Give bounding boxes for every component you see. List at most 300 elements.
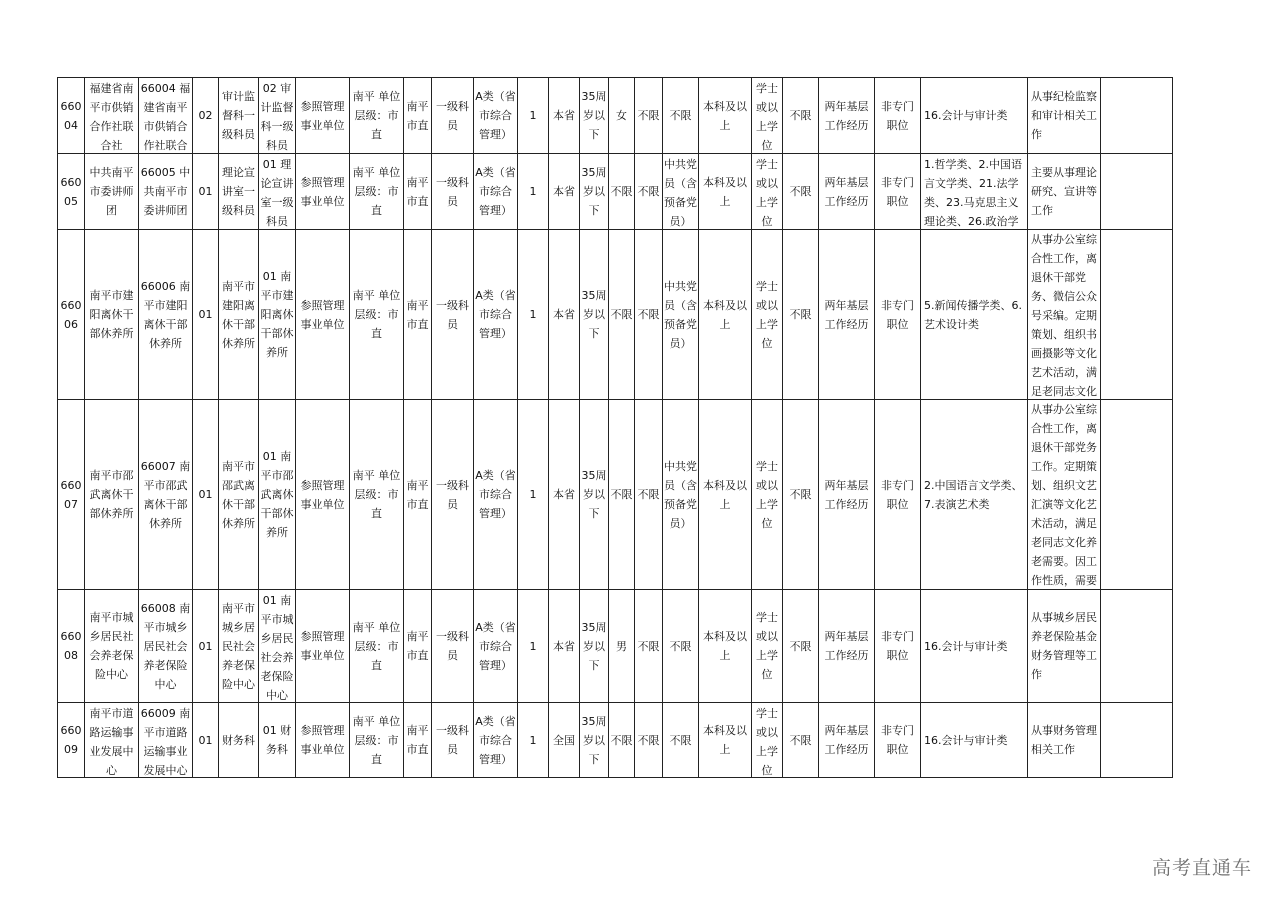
cell-text: 01 理论宣讲室一级科员 [260,157,294,228]
cell-political-status [663,154,699,230]
cell-text: 非专门职位 [881,175,914,208]
cell-department [85,154,139,230]
cell-department [85,590,139,703]
cell-text: 66006 南平市建阳离休干部休养所 [140,279,191,350]
cell-text: 南平 单位层级：市直 [352,90,401,141]
cell-department [85,230,139,400]
cell-text: 5.新闻传播学类、6.艺术设计类 [924,298,1022,331]
cell-text: 本科及以上 [703,99,747,132]
cell-text: 学士或以上学位 [756,81,778,152]
cell-text: 学士或以上学位 [756,611,778,681]
cell-ethnicity [635,78,663,154]
cell-text: 66008 [60,630,82,662]
cell-text: 中共党员（含预备党员） [664,157,697,228]
cell-text: A类（省市综合管理） [475,469,516,520]
cell-text: 不限 [789,109,812,122]
recruitment-table [57,77,1173,778]
cell-text: 本省 [553,308,575,321]
cell-remarks [1101,78,1173,154]
cell-job-description [1028,78,1101,154]
cell-position-type [875,703,921,778]
cell-text: 南平市城乡居民社会养老保险中心 [89,611,134,681]
cell-text: 男 [616,639,627,653]
cell-region-level [350,230,404,400]
cell-text: 66005 [60,175,82,208]
cell-position-number [193,590,219,703]
cell-job-description [1028,400,1101,590]
cell-text: 南平 单位层级：市直 [352,166,401,217]
cell-text: 南平 单位层级：市直 [352,469,401,520]
cell-gender [609,78,635,154]
cell-hire-count [518,154,549,230]
table-row [58,703,1173,778]
cell-region-level [350,400,404,590]
cell-text: 66007 南平市邵武离休干部休养所 [140,459,191,530]
cell-text: 南平市道路运输事业发展中心 [89,706,134,777]
table-row [58,590,1173,703]
cell-text: 学士或以上学位 [756,279,778,350]
cell-major-catalog [921,78,1028,154]
cell-unit-code-name [139,230,193,400]
cell-household-scope [549,400,580,590]
cell-text: 南平市直 [406,630,429,662]
cell-position-code-name [259,154,296,230]
cell-position-type [875,78,921,154]
cell-text: 两年基层工作经历 [824,99,869,132]
cell-text: 南平市直 [406,175,429,208]
cell-job-description [1028,230,1101,400]
cell-gender [609,230,635,400]
cell-major-catalog [921,230,1028,400]
cell-text: 一级科员 [436,99,469,132]
cell-text: 01 [198,308,213,321]
cell-text: A类（省市综合管理） [475,289,516,340]
cell-text: A类（省市综合管理） [475,90,516,141]
cell-department [85,78,139,154]
cell-exam-category [474,154,518,230]
cell-hire-count [518,400,549,590]
cell-position-number [193,703,219,778]
cell-work-experience [819,230,875,400]
cell-job-level [432,400,474,590]
cell-work-experience [819,154,875,230]
cell-text: 中共南平市委讲师团 [89,166,134,217]
cell-text: 南平市建阳离休干部休养所 [222,279,255,350]
cell-household-scope [549,590,580,703]
cell-text: 不限 [610,488,633,501]
cell-household-scope [549,703,580,778]
cell-text: 35周岁以下 [581,90,607,141]
cell-text: 66008 南平市城乡居民社会养老保险中心 [140,601,191,691]
cell-text: 非专门职位 [881,724,914,756]
cell-unit-code-name [139,703,193,778]
cell-text: 35周岁以下 [581,166,607,217]
cell-text: 01 [198,185,213,198]
cell-text: 南平市直 [406,478,429,511]
cell-text: 从事城乡居民养老保险基金财务管理等工作 [1031,611,1097,681]
cell-text: 35周岁以下 [581,469,607,520]
cell-exam-category [474,78,518,154]
cell-position-type [875,230,921,400]
table-row [58,400,1173,590]
cell-gender [609,590,635,703]
cell-unit-type [296,78,350,154]
cell-text: 本省 [553,639,575,653]
cell-text: 学士或以上学位 [756,157,778,228]
cell-position-name [219,154,259,230]
cell-text: 01 [198,733,213,747]
cell-degree [752,230,783,400]
cell-degree [752,400,783,590]
cell-text: 不限 [610,185,633,198]
cell-text: 不限 [789,733,812,747]
cell-household-scope [549,154,580,230]
cell-remarks [1101,703,1173,778]
cell-work-experience [819,400,875,590]
cell-household-scope [549,230,580,400]
cell-education [699,400,752,590]
cell-political-status [663,703,699,778]
cell-major-requirement [783,590,819,703]
cell-text: 66004 福建省南平市供销合作社联合 [140,81,191,152]
cell-gender [609,154,635,230]
cell-position-name [219,230,259,400]
cell-text: 本科及以上 [703,298,747,331]
cell-district [404,703,432,778]
cell-political-status [663,590,699,703]
cell-unit-type [296,230,350,400]
cell-text: 非专门职位 [881,298,914,331]
cell-text: 从事纪检监察和审计相关工作 [1031,90,1097,141]
cell-text: 本省 [553,185,575,198]
cell-major-requirement [783,703,819,778]
cell-region-level [350,590,404,703]
cell-text: 南平市直 [406,298,429,331]
cell-text: 中共党员（含预备党员） [664,459,697,530]
cell-text: 1.哲学类、2.中国语言文学类、21.法学类、23.马克思主义理论类、26.政治学 [924,157,1022,228]
cell-text: 不限 [610,733,633,747]
cell-remarks [1101,590,1173,703]
cell-hire-count [518,78,549,154]
cell-text: 不限 [637,109,660,122]
cell-text: 不限 [789,308,812,321]
cell-text: 两年基层工作经历 [824,298,869,331]
cell-text: 两年基层工作经历 [824,630,869,662]
cell-text: 南平市直 [406,99,429,132]
cell-text: 一级科员 [436,298,469,331]
cell-text: 非专门职位 [881,99,914,132]
cell-text: 财务科 [222,733,255,747]
cell-text: 参照管理事业单位 [300,99,345,132]
cell-text: 中共党员（含预备党员） [664,279,697,350]
cell-position-name [219,703,259,778]
cell-hire-count [518,590,549,703]
cell-exam-category [474,703,518,778]
cell-district [404,590,432,703]
cell-unit-type [296,703,350,778]
cell-text: 参照管理事业单位 [300,478,345,511]
cell-work-experience [819,703,875,778]
cell-degree [752,703,783,778]
cell-text: 不限 [637,185,660,198]
cell-text: 一级科员 [436,630,469,662]
cell-position-number [193,154,219,230]
cell-degree [752,78,783,154]
cell-text: 不限 [637,639,660,653]
cell-position-code [58,703,85,778]
cell-political-status [663,78,699,154]
cell-text: 南平市直 [406,724,429,756]
cell-text: 本科及以上 [703,478,747,511]
cell-position-code [58,78,85,154]
cell-hire-count [518,703,549,778]
cell-text: 16.会计与审计类 [924,109,1008,122]
cell-education [699,703,752,778]
cell-text: 参照管理事业单位 [300,298,345,331]
cell-text: 35周岁以下 [581,714,607,766]
cell-unit-type [296,590,350,703]
cell-region-level [350,154,404,230]
cell-position-type [875,154,921,230]
cell-position-code [58,230,85,400]
cell-text: 35周岁以下 [581,289,607,340]
cell-household-scope [549,78,580,154]
cell-ethnicity [635,703,663,778]
cell-position-type [875,590,921,703]
cell-text: 两年基层工作经历 [824,724,869,756]
cell-text: 不限 [637,733,660,747]
cell-text: 南平市建阳离休干部休养所 [89,289,134,340]
cell-text: 66009 [60,724,82,756]
cell-text: 参照管理事业单位 [300,724,345,756]
cell-text: A类（省市综合管理） [475,166,516,217]
cell-text: 不限 [789,185,812,198]
cell-age-limit [580,590,609,703]
cell-unit-code-name [139,400,193,590]
cell-text: 非专门职位 [881,478,914,511]
cell-text: 1 [529,308,537,321]
cell-text: 理论宣讲室一级科员 [222,166,255,217]
cell-text: 02 [198,109,213,122]
cell-text: 01 南平市邵武离休干部休养所 [260,450,294,539]
cell-education [699,590,752,703]
watermark-logo-text: 高考直通车 [1151,857,1252,879]
cell-text: 不限 [610,308,633,321]
cell-text: 16.会计与审计类 [924,639,1008,653]
cell-text: 南平市邵武离休干部休养所 [89,469,134,520]
cell-text: 本省 [553,488,575,501]
cell-text: A类（省市综合管理） [475,620,516,672]
cell-age-limit [580,78,609,154]
cell-position-code [58,154,85,230]
cell-political-status [663,400,699,590]
cell-text: 女 [616,109,627,122]
cell-ethnicity [635,230,663,400]
cell-text: 两年基层工作经历 [824,175,869,208]
cell-exam-category [474,400,518,590]
cell-district [404,230,432,400]
cell-district [404,78,432,154]
cell-text: 66006 [60,298,82,331]
cell-remarks [1101,400,1173,590]
cell-age-limit [580,154,609,230]
cell-text: 不限 [669,639,692,653]
cell-degree [752,590,783,703]
cell-text: 南平市邵武离休干部休养所 [222,459,255,530]
cell-text: 不限 [669,733,692,747]
cell-political-status [663,230,699,400]
cell-job-description [1028,154,1101,230]
cell-exam-category [474,590,518,703]
cell-text: 参照管理事业单位 [300,175,345,208]
cell-department [85,400,139,590]
cell-text: 从事办公室综合性工作，离退休干部党务、微信公众号采编。定期策划、组织书画摄影等文化艺术活动，满足老同志文化 [1031,233,1097,398]
cell-text: 南平 单位层级：市直 [352,714,401,766]
cell-position-code-name [259,230,296,400]
cell-job-level [432,78,474,154]
cell-education [699,78,752,154]
cell-unit-type [296,154,350,230]
cell-text: 两年基层工作经历 [824,478,869,511]
table-row [58,154,1173,230]
cell-position-code-name [259,78,296,154]
cell-education [699,154,752,230]
cell-text: 1 [529,488,537,501]
cell-text: 01 财务科 [262,724,292,756]
cell-position-name [219,400,259,590]
cell-district [404,154,432,230]
cell-text: 1 [529,185,537,198]
cell-major-requirement [783,78,819,154]
cell-text: 南平 单位层级：市直 [352,289,401,340]
cell-position-type [875,400,921,590]
cell-text: 主要从事理论研究、宣讲等工作 [1031,166,1097,217]
cell-major-requirement [783,230,819,400]
cell-ethnicity [635,154,663,230]
cell-major-catalog [921,590,1028,703]
cell-text: 南平 单位层级：市直 [352,620,401,672]
cell-text: 参照管理事业单位 [300,630,345,662]
cell-position-code-name [259,590,296,703]
cell-job-level [432,703,474,778]
cell-major-catalog [921,400,1028,590]
cell-text: 非专门职位 [881,630,914,662]
cell-text: 学士或以上学位 [756,706,778,777]
cell-remarks [1101,230,1173,400]
cell-region-level [350,703,404,778]
cell-text: A类（省市综合管理） [475,714,516,766]
cell-major-requirement [783,400,819,590]
cell-text: 从事办公室综合性工作，离退休干部党务工作。定期策划、组织文艺汇演等文化艺术活动，满足老同志文化养老需要。因工作性质，需要 [1031,403,1097,587]
cell-text: 一级科员 [436,175,469,208]
cell-major-catalog [921,154,1028,230]
cell-job-description [1028,703,1101,778]
cell-text: 南平市城乡居民社会养老保险中心 [222,601,255,691]
cell-age-limit [580,230,609,400]
cell-position-code-name [259,703,296,778]
cell-remarks [1101,154,1173,230]
cell-position-name [219,78,259,154]
cell-exam-category [474,230,518,400]
cell-unit-code-name [139,78,193,154]
cell-text: 一级科员 [436,724,469,756]
cell-text: 1 [529,639,537,653]
cell-text: 本科及以上 [703,175,747,208]
cell-text: 66005 中共南平市委讲师团 [140,166,191,217]
cell-job-description [1028,590,1101,703]
cell-unit-type [296,400,350,590]
cell-text: 01 南平市城乡居民社会养老保险中心 [260,593,294,702]
cell-major-requirement [783,154,819,230]
cell-text: 16.会计与审计类 [924,733,1008,747]
cell-text: 01 [198,488,213,501]
cell-gender [609,703,635,778]
cell-text: 从事财务管理相关工作 [1031,724,1097,756]
cell-position-code-name [259,400,296,590]
cell-position-number [193,78,219,154]
cell-text: 本省 [553,109,575,122]
cell-text: 02 审计监督科一级科员 [260,81,294,152]
cell-text: 本科及以上 [703,724,747,756]
cell-text: 学士或以上学位 [756,459,778,530]
cell-age-limit [580,400,609,590]
cell-text: 不限 [637,488,660,501]
cell-position-code [58,590,85,703]
cell-text: 不限 [789,488,812,501]
cell-text: 1 [529,733,537,747]
cell-education [699,230,752,400]
cell-text: 审计监督科一级科员 [222,90,255,141]
cell-age-limit [580,703,609,778]
cell-department [85,703,139,778]
cell-text: 不限 [669,109,692,122]
cell-job-level [432,230,474,400]
cell-text: 01 南平市建阳离休干部休养所 [260,270,294,359]
cell-text: 66009 南平市道路运输事业发展中心 [140,706,191,777]
cell-text: 2.中国语言文学类、7.表演艺术类 [924,478,1023,511]
cell-text: 本科及以上 [703,630,747,662]
cell-text: 66004 [60,99,82,132]
cell-ethnicity [635,400,663,590]
cell-work-experience [819,590,875,703]
cell-district [404,400,432,590]
cell-text: 66007 [60,478,82,511]
table-row [58,78,1173,154]
cell-text: 一级科员 [436,478,469,511]
cell-text: 1 [529,109,537,122]
cell-text: 福建省南平市供销合作社联合社 [89,81,134,152]
cell-ethnicity [635,590,663,703]
cell-text: 不限 [637,308,660,321]
cell-gender [609,400,635,590]
cell-job-level [432,590,474,703]
cell-text: 全国 [553,733,575,747]
cell-degree [752,154,783,230]
cell-unit-code-name [139,154,193,230]
cell-job-level [432,154,474,230]
cell-position-number [193,230,219,400]
cell-text: 不限 [789,639,812,653]
cell-hire-count [518,230,549,400]
cell-region-level [350,78,404,154]
cell-text: 35周岁以下 [581,620,607,672]
cell-position-number [193,400,219,590]
table-row [58,230,1173,400]
cell-unit-code-name [139,590,193,703]
cell-position-code [58,400,85,590]
cell-position-name [219,590,259,703]
cell-text: 01 [198,639,213,653]
